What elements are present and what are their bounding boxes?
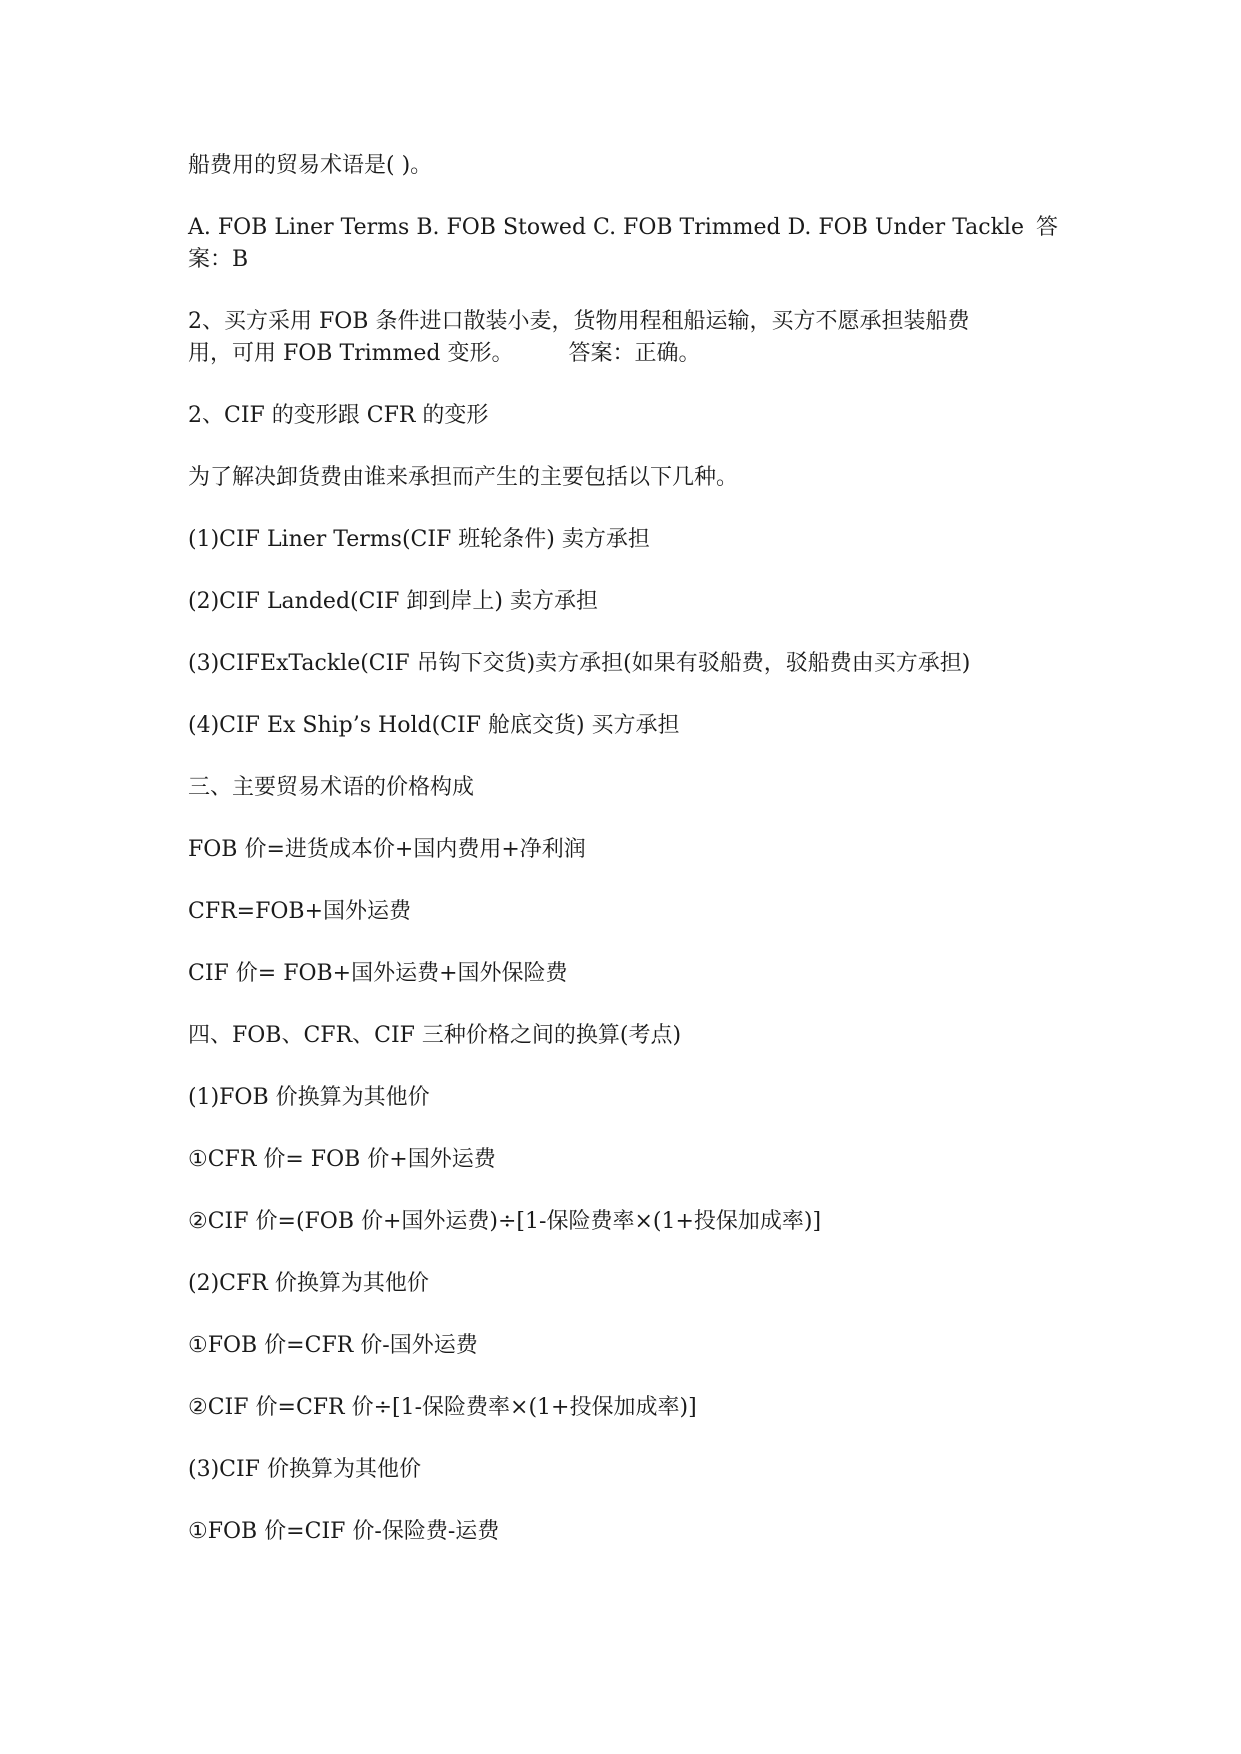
list-item: (1)CIF Liner Terms(CIF 班轮条件) 卖方承担	[188, 527, 650, 552]
options-line	[188, 212, 1058, 244]
formula-line: FOB 价=进货成本价+国内费用+净利润	[188, 837, 586, 862]
document-body	[188, 150, 1058, 1578]
section-heading: 四、FOB、CFR、CIF 三种价格之间的换算(考点)	[188, 1023, 682, 1048]
paragraph: 为了解决卸货费由谁来承担而产生的主要包括以下几种。	[188, 465, 739, 490]
section-heading: 三、主要贸易术语的价格构成	[188, 775, 475, 800]
formula-line: CFR=FOB+国外运费	[188, 899, 411, 924]
section-heading: 2、CIF 的变形跟 CFR 的变形	[188, 403, 489, 428]
formula-line: ①FOB 价=CIF 价-保险费-运费	[188, 1519, 500, 1544]
list-item: (1)FOB 价换算为其他价	[188, 1085, 430, 1110]
text-line: 2、买方采用 FOB 条件进口散装小麦，货物用程租船运输，买方不愿承担装船费	[188, 309, 970, 334]
answer-line	[188, 244, 1058, 276]
paragraph-question-options	[188, 212, 1058, 276]
text-line: 答	[1035, 215, 1058, 240]
text-line: A. FOB Liner Terms B. FOB Stowed C. FOB Trimmed D. FOB Under Tackle	[188, 215, 1024, 240]
text-line: 用，可用 FOB Trimmed 变形。 答案：正确。	[188, 341, 701, 366]
text-line: 案：B	[188, 247, 249, 272]
list-item: (2)CFR 价换算为其他价	[188, 1271, 429, 1296]
list-item: (2)CIF Landed(CIF 卸到岸上) 卖方承担	[188, 589, 598, 614]
list-item: (3)CIF 价换算为其他价	[188, 1457, 421, 1482]
formula-line: ①CFR 价= FOB 价+国外运费	[188, 1147, 496, 1172]
formula-line: ②CIF 价=CFR 价÷[1-保险费率×(1+投保加成率)]	[188, 1395, 697, 1420]
list-item: (3)CIFExTackle(CIF 吊钩下交货)卖方承担(如果有驳船费，驳船费由买方承担)	[188, 651, 971, 676]
list-item: (4)CIF Ex Ship’s Hold(CIF 舱底交货) 买方承担	[188, 713, 680, 738]
formula-line: ②CIF 价=(FOB 价+国外运费)÷[1-保险费率×(1+投保加成率)]	[188, 1209, 822, 1234]
paragraph-question-stem	[188, 150, 1058, 182]
text-line: 船费用的贸易术语是( )。	[188, 153, 433, 178]
paragraph-question-2	[188, 306, 1058, 370]
formula-line: CIF 价= FOB+国外运费+国外保险费	[188, 961, 568, 986]
formula-line: ①FOB 价=CFR 价-国外运费	[188, 1333, 478, 1358]
